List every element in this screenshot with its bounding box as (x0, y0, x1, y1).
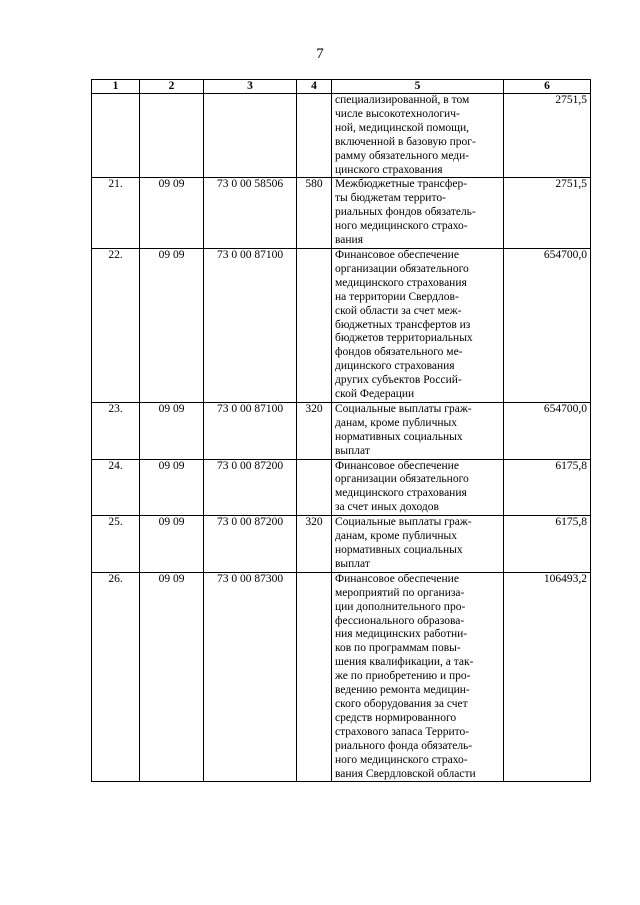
description-cell (332, 94, 504, 178)
description-line: ции дополнительного про- (335, 600, 466, 613)
expense-type-cell (297, 248, 332, 402)
target-article-cell: 73 0 00 58506 (204, 178, 297, 249)
column-header: 5 (332, 80, 504, 94)
description-line: ков по программам повы- (335, 642, 461, 655)
expense-type-cell: 580 (297, 178, 332, 249)
description-line: бюджетных трансфертов из (335, 318, 471, 331)
description-line: риального фонда обязатель- (335, 739, 473, 752)
expense-type-cell (297, 459, 332, 516)
description-cell (332, 178, 504, 249)
description-line: Финансовое обеспечение (335, 572, 459, 585)
description-line: за счет иных доходов (335, 501, 439, 514)
description-line: вания Свердловской области (335, 767, 476, 780)
description-line: специализированной, в том (335, 94, 470, 106)
table-row (92, 178, 591, 249)
description-cell (332, 459, 504, 516)
section-code-cell (140, 94, 204, 178)
description-line: медицинского страхования (335, 276, 467, 289)
expense-type-cell: 320 (297, 402, 332, 459)
description-line: ской Федерации (335, 388, 415, 401)
description-line: выплат (335, 557, 370, 570)
description-line: Финансовое обеспечение (335, 459, 459, 472)
description-line: же по приобретению и про- (335, 670, 471, 683)
row-number-cell: 23. (92, 402, 140, 459)
description-line: дицинского страхования (335, 360, 455, 373)
description-cell (332, 572, 504, 782)
amount-cell: 6175,8 (504, 459, 591, 516)
description-line: выплат (335, 444, 370, 457)
description-line: Финансовое обеспечение (335, 248, 459, 261)
description-line: вания (335, 234, 363, 247)
target-article-cell (204, 94, 297, 178)
column-header: 6 (504, 80, 591, 94)
description-line: цинского страхования (335, 163, 443, 176)
amount-cell: 654700,0 (504, 248, 591, 402)
description-line: страхового запаса Террито- (335, 725, 470, 738)
table-row (92, 402, 591, 459)
description-line: ного медицинского страхо- (335, 220, 468, 233)
table-row (92, 572, 591, 782)
description-line: бюджетов территориальных (335, 332, 473, 345)
section-code-cell: 09 09 (140, 459, 204, 516)
description-line: ной, медицинской помощи, (335, 121, 469, 134)
target-article-cell: 73 0 00 87300 (204, 572, 297, 782)
column-header: 4 (297, 80, 332, 94)
table-row (92, 516, 591, 573)
description-line: фондов обязательного ме- (335, 346, 463, 359)
section-code-cell: 09 09 (140, 516, 204, 573)
row-number-cell (92, 94, 140, 178)
description-line: медицинского страхования (335, 487, 467, 500)
description-line: риальных фондов обязатель- (335, 206, 476, 219)
description-line: ской области за счет меж- (335, 304, 462, 317)
description-line: рамму обязательного меди- (335, 149, 470, 162)
target-article-cell: 73 0 00 87100 (204, 402, 297, 459)
row-number-cell: 24. (92, 459, 140, 516)
expense-type-cell (297, 94, 332, 178)
table-header-row (92, 80, 591, 94)
description-line: Социальные выплаты граж- (335, 516, 472, 529)
description-line: фессионального образова- (335, 614, 465, 627)
description-line: числе высокотехнологич- (335, 107, 460, 120)
table-row (92, 459, 591, 516)
description-line: включенной в базовую прог- (335, 135, 476, 148)
page-number: 7 (316, 46, 324, 62)
target-article-cell: 73 0 00 87200 (204, 516, 297, 573)
description-cell (332, 248, 504, 402)
section-code-cell: 09 09 (140, 178, 204, 249)
amount-cell: 106493,2 (504, 572, 591, 782)
description-line: шения квалификации, а так- (335, 656, 474, 669)
amount-cell: 2751,5 (504, 178, 591, 249)
row-number-cell: 25. (92, 516, 140, 573)
description-line: данам, кроме публичных (335, 416, 457, 429)
column-header: 2 (140, 80, 204, 94)
target-article-cell: 73 0 00 87200 (204, 459, 297, 516)
section-code-cell: 09 09 (140, 572, 204, 782)
row-number-cell: 26. (92, 572, 140, 782)
expense-type-cell (297, 572, 332, 782)
row-number-cell: 22. (92, 248, 140, 402)
section-code-cell: 09 09 (140, 402, 204, 459)
description-line: ного медицинского страхо- (335, 753, 468, 766)
amount-cell: 2751,5 (504, 94, 591, 178)
description-line: на территории Свердлов- (335, 290, 459, 303)
budget-table (91, 79, 591, 782)
description-line: мероприятий по организа- (335, 586, 465, 599)
description-line: Межбюджетные трансфер- (335, 178, 468, 191)
description-line: ты бюджетам террито- (335, 192, 446, 205)
column-header: 1 (92, 80, 140, 94)
description-line: других субъектов Россий- (335, 374, 462, 387)
description-line: организации обязательного (335, 262, 469, 275)
description-line: Социальные выплаты граж- (335, 402, 472, 415)
description-cell (332, 402, 504, 459)
table-row (92, 248, 591, 402)
description-line: ния медицинских работни- (335, 628, 468, 641)
amount-cell: 6175,8 (504, 516, 591, 573)
description-line: нормативных социальных (335, 430, 463, 443)
description-line: данам, кроме публичных (335, 530, 457, 543)
description-line: ведению ремонта медицин- (335, 684, 470, 697)
amount-cell: 654700,0 (504, 402, 591, 459)
description-cell (332, 516, 504, 573)
section-code-cell: 09 09 (140, 248, 204, 402)
description-line: ского оборудования за счет (335, 697, 468, 710)
description-line: средств нормированного (335, 711, 457, 724)
description-line: нормативных социальных (335, 544, 463, 556)
target-article-cell: 73 0 00 87100 (204, 248, 297, 402)
column-header: 3 (204, 80, 297, 94)
expense-type-cell: 320 (297, 516, 332, 573)
description-line: организации обязательного (335, 473, 469, 486)
table-row (92, 94, 591, 178)
row-number-cell: 21. (92, 178, 140, 249)
